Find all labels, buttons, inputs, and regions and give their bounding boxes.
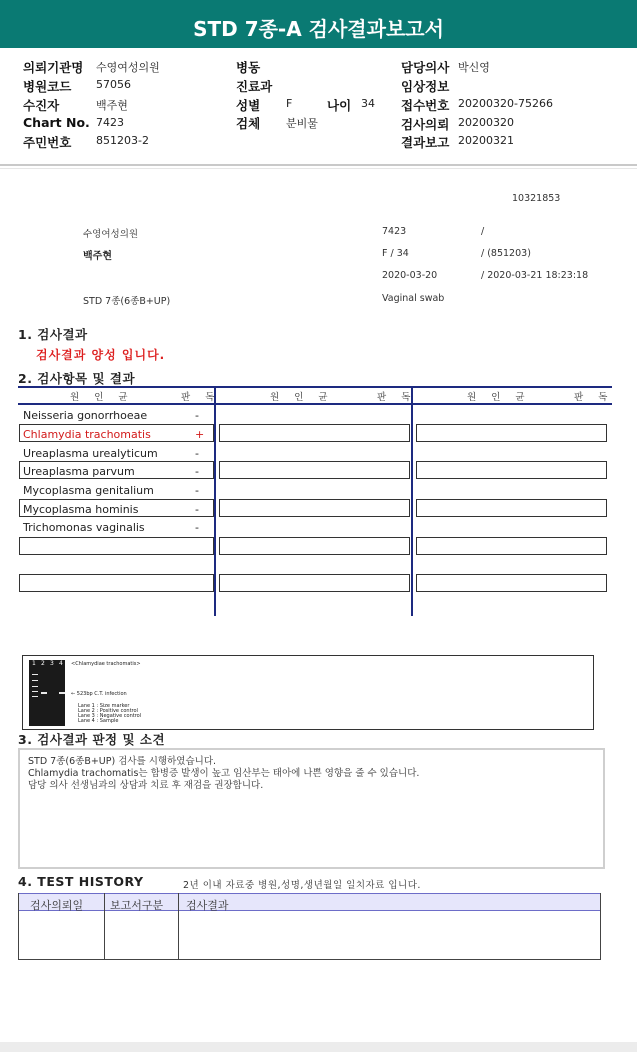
history-col-result: 검사결과 [186, 899, 229, 912]
gel-band [32, 674, 38, 675]
organism-result: - [195, 465, 199, 478]
row-box [219, 574, 410, 592]
row-box [219, 424, 410, 442]
row-box [19, 574, 214, 592]
gel-band [32, 686, 38, 687]
organism-result: - [195, 484, 199, 497]
gel-band [41, 692, 47, 694]
history-col-date: 검사의뢰일 [30, 899, 84, 912]
table-top-line [18, 386, 612, 388]
organism-name: Chlamydia trachomatis [23, 428, 151, 441]
summary-sex-age: F / 34 [382, 248, 409, 259]
gel-legend: Lane 1 : Size marker [78, 703, 130, 709]
history-table-header [18, 893, 601, 911]
table-col-divider-1 [214, 386, 216, 616]
organism-name: Ureaplasma urealyticum [23, 447, 158, 460]
summary-reported: / 2020-03-21 18:23:18 [481, 270, 589, 281]
row-box [219, 537, 410, 555]
col-judgement-2: 판 독 [377, 392, 417, 403]
sex-value: F [286, 97, 293, 110]
code-value: 57056 [96, 78, 131, 91]
summary-birth: / (851203) [481, 248, 531, 259]
age-value: 34 [361, 97, 375, 110]
col-organism-3: 원 인 균 [467, 392, 531, 403]
specimen-label: 검체 [236, 116, 261, 131]
dept-label: 진료과 [236, 79, 273, 94]
gel-legend: Lane 2 : Positive control [78, 708, 138, 714]
organism-name: Trichomonas vaginalis [23, 521, 145, 534]
lane-number: 4 [59, 660, 63, 667]
finding-line: 담당 의사 선생님과의 상담과 치료 후 재검을 권장합니다. [28, 780, 264, 791]
report-title: STD 7종-A 검사결과보고서 [0, 0, 637, 48]
section-3-title: 3. 검사결과 판정 및 소견 [18, 732, 166, 747]
organism-result: - [195, 447, 199, 460]
table-header-line [18, 403, 612, 405]
hospital-label: 의뢰기관명 [23, 60, 84, 75]
gel-band [32, 691, 38, 692]
gel-title: <Chlamydiae trachomatis> [71, 661, 141, 667]
organism-name: Ureaplasma parvum [23, 465, 135, 478]
lane-number: 3 [50, 660, 54, 667]
row-box [219, 499, 410, 517]
code-label: 병원코드 [23, 79, 72, 94]
summary-chart: 7423 [382, 226, 407, 237]
gel-legend: Lane 4 : Sample [78, 718, 119, 724]
gel-legend: Lane 3 : Negative control [78, 713, 142, 719]
section-1-title: 1. 검사결과 [18, 327, 88, 342]
summary-slash: / [481, 226, 485, 237]
gel-band [32, 696, 38, 697]
gel-band [59, 692, 65, 694]
row-box [219, 461, 410, 479]
col-organism-2: 원 인 균 [270, 392, 334, 403]
divider [0, 168, 637, 169]
chart-label: Chart No. [23, 115, 90, 130]
positive-notice: 검사결과 양성 입니다. [36, 348, 166, 362]
page-footer-strip [0, 1042, 637, 1052]
row-box [416, 537, 607, 555]
ward-label: 병동 [236, 60, 261, 75]
sex-label: 성별 [236, 98, 261, 113]
resident-value: 851203-2 [96, 134, 149, 147]
gel-image [29, 660, 65, 726]
specimen-value: 분비물 [286, 117, 318, 130]
summary-test: STD 7종(6종B+UP) [83, 296, 171, 307]
receipt-value: 20200320-75266 [458, 97, 553, 110]
report-header [0, 48, 637, 166]
summary-specimen: Vaginal swab [382, 293, 445, 304]
organism-name: Neisseria gonorrhoeae [23, 409, 148, 422]
organism-result: + [195, 428, 205, 441]
clinical-label: 임상정보 [401, 79, 450, 94]
organism-name: Mycoplasma hominis [23, 503, 139, 516]
history-table-body [18, 911, 601, 960]
chart-value: 7423 [96, 116, 124, 129]
doctor-value: 박신영 [458, 61, 490, 74]
organism-result: - [195, 503, 199, 516]
row-box [416, 499, 607, 517]
findings-box [18, 748, 605, 869]
summary-received: 2020-03-20 [382, 270, 438, 281]
organism-name: Mycoplasma genitalium [23, 484, 154, 497]
row-box [19, 537, 214, 555]
row-box [416, 461, 607, 479]
summary-name: 백주현 [83, 251, 112, 262]
col-judgement-3: 판 독 [574, 392, 614, 403]
organism-result: - [195, 409, 199, 422]
doctor-label: 담당의사 [401, 60, 450, 75]
section-2-title: 2. 검사항목 및 결과 [18, 371, 136, 386]
gel-figure [22, 655, 594, 730]
receipt-label: 접수번호 [401, 98, 450, 113]
history-col-type: 보고서구분 [110, 899, 164, 912]
age-label: 나이 [327, 98, 352, 113]
row-box [416, 574, 607, 592]
request-value: 20200320 [458, 116, 514, 129]
gel-arrow-label: ← 523bp C.T. infection [71, 691, 127, 697]
col-judgement-1: 판 독 [181, 392, 221, 403]
request-label: 검사의뢰 [401, 117, 450, 132]
report-value: 20200321 [458, 134, 514, 147]
doc-number: 10321853 [512, 193, 561, 204]
patient-label: 수진자 [23, 98, 60, 113]
report-label: 결과보고 [401, 135, 450, 150]
section-4-title: 4. TEST HISTORY [18, 874, 144, 889]
resident-label: 주민번호 [23, 135, 72, 150]
row-box [416, 424, 607, 442]
lane-number: 1 [32, 660, 36, 667]
organism-result: - [195, 521, 199, 534]
finding-line: Chlamydia trachomatis는 합병증 발생이 높고 임산부는 태아에 나쁜 영향을 줄 수 있습니다. [28, 768, 420, 779]
col-organism-1: 원 인 균 [70, 392, 134, 403]
lane-number: 2 [41, 660, 45, 667]
finding-line: STD 7종(6종B+UP) 검사를 시행하였습니다. [28, 756, 217, 767]
patient-value: 백주현 [96, 99, 128, 112]
hospital-value: 수영여성의원 [96, 61, 160, 74]
gel-band [32, 680, 38, 681]
summary-hospital: 수영여성의원 [83, 229, 139, 240]
table-col-divider-2 [411, 386, 413, 616]
history-note: 2년 이내 자료중 병원,성명,생년월일 일치자료 입니다. [183, 880, 421, 891]
